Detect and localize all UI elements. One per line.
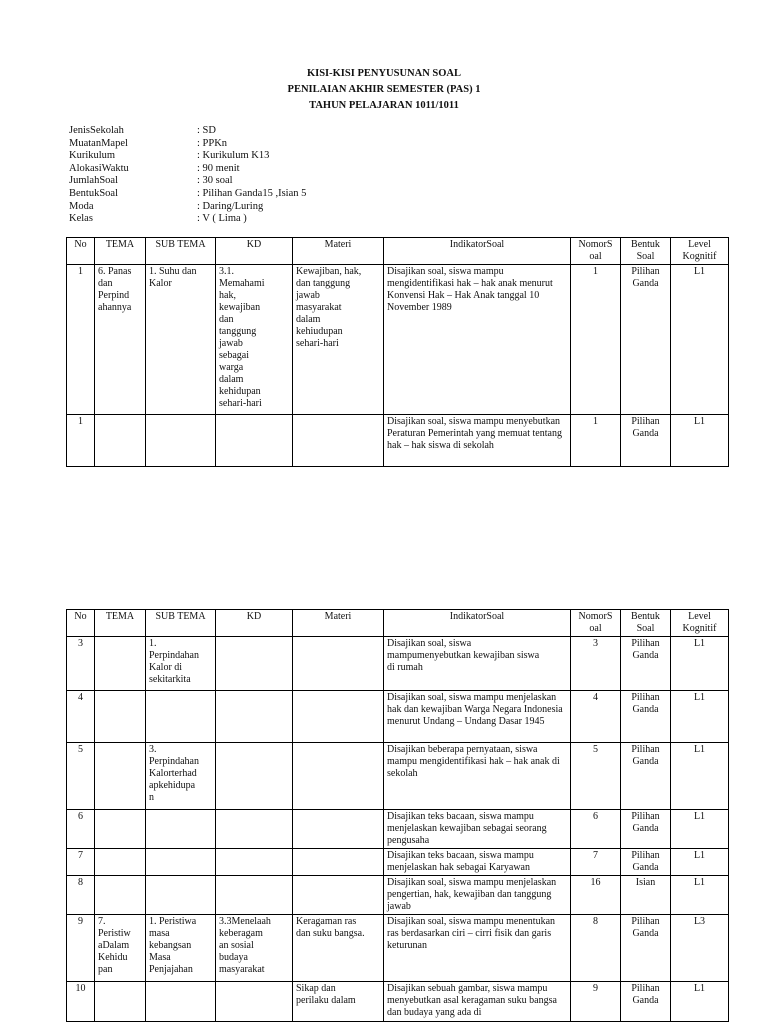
materi-cell: Sikap dan perilaku dalam xyxy=(293,982,384,1022)
tema-cell xyxy=(95,810,146,849)
kisi-kisi-table-1 xyxy=(66,237,729,467)
column-header: Materi xyxy=(293,238,384,265)
kd-cell xyxy=(216,415,293,467)
bentuk-soal-cell: Pilihan Ganda xyxy=(621,691,671,743)
column-header: No xyxy=(67,238,95,265)
identity-value: : Pilihan Ganda15 ,Isian 5 xyxy=(197,187,307,199)
table-row xyxy=(67,265,729,415)
level-kognitif-cell: L1 xyxy=(671,810,729,849)
identity-row xyxy=(69,163,306,176)
column-header: KD xyxy=(216,610,293,637)
nomor-soal-cell: 7 xyxy=(571,849,621,876)
identity-value: : SD xyxy=(197,125,216,136)
indikator-cell: Disajikan soal, siswa mampumenyebutkan kewajiban siswa di rumah xyxy=(384,637,571,691)
identity-value: : 30 soal xyxy=(197,175,233,187)
subtema-cell: 3. Perpindahan Kalorterhad apkehidupa n xyxy=(146,743,216,810)
subtema-cell: 1. Suhu dan Kalor xyxy=(146,265,216,415)
title-line-3: TAHUN PELAJARAN 1011/1011 xyxy=(309,100,459,111)
table-row xyxy=(67,637,729,691)
bentuk-soal-cell: Pilihan Ganda xyxy=(621,265,671,415)
tema-cell xyxy=(95,849,146,876)
no-cell: 9 xyxy=(67,915,95,982)
nomor-soal-cell: 9 xyxy=(571,982,621,1022)
table-row xyxy=(67,743,729,810)
column-header: NomorS oal xyxy=(571,238,621,265)
table-row xyxy=(67,691,729,743)
tema-cell xyxy=(95,876,146,915)
materi-cell xyxy=(293,876,384,915)
tema-cell xyxy=(95,691,146,743)
kd-cell xyxy=(216,743,293,810)
column-header: Materi xyxy=(293,610,384,637)
column-header: NomorS oal xyxy=(571,610,621,637)
identity-label: BentukSoal xyxy=(69,187,118,199)
kd-cell xyxy=(216,637,293,691)
column-header: TEMA xyxy=(95,610,146,637)
column-header: Bentuk Soal xyxy=(621,238,671,265)
materi-cell xyxy=(293,810,384,849)
column-header: IndikatorSoal xyxy=(384,610,571,637)
level-kognitif-cell: L1 xyxy=(671,415,729,467)
bentuk-soal-cell: Pilihan Ganda xyxy=(621,982,671,1022)
indikator-cell: Disajikan soal, siswa mampu menyebutkan Peraturan Pemerintah yang memuat tentang hak – hak siswa di sekolah xyxy=(384,415,571,467)
no-cell: 3 xyxy=(67,637,95,691)
subtema-cell xyxy=(146,982,216,1022)
materi-cell xyxy=(293,415,384,467)
kd-cell: 3.3Menelaah keberagam an sosial budaya masyarakat xyxy=(216,915,293,982)
column-header: Level Kognitif xyxy=(671,238,729,265)
no-cell: 1 xyxy=(67,415,95,467)
identity-value: : Kurikulum K13 xyxy=(197,150,270,162)
tema-cell xyxy=(95,743,146,810)
bentuk-soal-cell: Pilihan Ganda xyxy=(621,849,671,876)
tema-cell xyxy=(95,637,146,691)
indikator-cell: Disajikan teks bacaan, siswa mampu menjelaskan hak sebagai Karyawan xyxy=(384,849,571,876)
no-cell: 1 xyxy=(67,265,95,415)
tema-cell: 6. Panas dan Perpind ahannya xyxy=(95,265,146,415)
subtema-cell xyxy=(146,810,216,849)
level-kognitif-cell: L3 xyxy=(671,915,729,982)
nomor-soal-cell: 3 xyxy=(571,637,621,691)
nomor-soal-cell: 5 xyxy=(571,743,621,810)
identity-row xyxy=(69,150,306,163)
bentuk-soal-cell: Pilihan Ganda xyxy=(621,915,671,982)
header-row xyxy=(67,238,729,265)
kd-cell xyxy=(216,691,293,743)
nomor-soal-cell: 6 xyxy=(571,810,621,849)
identity-row xyxy=(69,213,306,226)
nomor-soal-cell: 8 xyxy=(571,915,621,982)
column-header: Level Kognitif xyxy=(671,610,729,637)
identity-block xyxy=(69,125,306,226)
identity-label: JenisSekolah xyxy=(69,125,124,136)
level-kognitif-cell: L1 xyxy=(671,265,729,415)
nomor-soal-cell: 1 xyxy=(571,415,621,467)
column-header: SUB TEMA xyxy=(146,238,216,265)
no-cell: 10 xyxy=(67,982,95,1022)
identity-label: MuatanMapel xyxy=(69,137,128,149)
no-cell: 6 xyxy=(67,810,95,849)
kd-cell xyxy=(216,982,293,1022)
identity-value: : PPKn xyxy=(197,137,228,149)
bentuk-soal-cell: Pilihan Ganda xyxy=(621,743,671,810)
no-cell: 8 xyxy=(67,876,95,915)
subtema-cell xyxy=(146,849,216,876)
kd-cell xyxy=(216,849,293,876)
nomor-soal-cell: 16 xyxy=(571,876,621,915)
materi-cell xyxy=(293,743,384,810)
table-row xyxy=(67,982,729,1022)
identity-label: Kelas xyxy=(69,213,93,225)
column-header: SUB TEMA xyxy=(146,610,216,637)
table-row xyxy=(67,876,729,915)
column-header: Bentuk Soal xyxy=(621,610,671,637)
kisi-kisi-table-2 xyxy=(66,609,729,1022)
identity-row xyxy=(69,188,306,201)
identity-label: Moda xyxy=(69,200,94,212)
identity-label: AlokasiWaktu xyxy=(69,162,129,174)
column-header: KD xyxy=(216,238,293,265)
title-line-1: KISI-KISI PENYUSUNAN SOAL xyxy=(306,68,462,79)
subtema-cell: 1. Peristiwa masa kebangsan Masa Penjajahan xyxy=(146,915,216,982)
no-cell: 7 xyxy=(67,849,95,876)
indikator-cell: Disajikan beberapa pernyataan, siswa mampu mengidentifikasi hak – hak anak di sekolah xyxy=(384,743,571,810)
title-line-2: PENILAIAN AKHIR SEMESTER (PAS) 1 xyxy=(287,84,481,95)
subtema-cell xyxy=(146,691,216,743)
materi-cell xyxy=(293,849,384,876)
identity-label: Kurikulum xyxy=(69,150,116,162)
column-header: No xyxy=(67,610,95,637)
indikator-cell: Disajikan soal, siswa mampu menjelaskan pengertian, hak, kewajiban dan tanggung jawab xyxy=(384,876,571,915)
kd-cell: 3.1. Memahami hak, kewajiban dan tanggung jawab sebagai warga dalam kehidupan sehari-hari xyxy=(216,265,293,415)
subtema-cell: 1. Perpindahan Kalor di sekitarkita xyxy=(146,637,216,691)
table-row xyxy=(67,849,729,876)
no-cell: 4 xyxy=(67,691,95,743)
column-header: TEMA xyxy=(95,238,146,265)
header-row xyxy=(67,610,729,637)
tema-cell xyxy=(95,415,146,467)
identity-row xyxy=(69,175,306,188)
identity-value: : 90 menit xyxy=(197,162,240,174)
indikator-cell: Disajikan soal, siswa mampu mengidentifikasi hak – hak anak menurut Konvensi Hak – Hak Anak tanggal 10 November 1989 xyxy=(384,265,571,415)
subtema-cell xyxy=(146,415,216,467)
tema-cell: 7. Peristiw aDalam Kehidu pan xyxy=(95,915,146,982)
identity-row xyxy=(69,201,306,214)
column-header: IndikatorSoal xyxy=(384,238,571,265)
materi-cell xyxy=(293,637,384,691)
table-row xyxy=(67,415,729,467)
materi-cell: Kewajiban, hak, dan tanggung jawab masyarakat dalam kehiudupan sehari-hari xyxy=(293,265,384,415)
level-kognitif-cell: L1 xyxy=(671,743,729,810)
materi-cell xyxy=(293,691,384,743)
level-kognitif-cell: L1 xyxy=(671,637,729,691)
bentuk-soal-cell: Pilihan Ganda xyxy=(621,415,671,467)
kd-cell xyxy=(216,810,293,849)
nomor-soal-cell: 1 xyxy=(571,265,621,415)
identity-value: : V ( Lima ) xyxy=(197,213,247,225)
level-kognitif-cell: L1 xyxy=(671,691,729,743)
indikator-cell: Disajikan soal, siswa mampu menjelaskan hak dan kewajiban Warga Negara Indonesia menurut Undang – Undang Dasar 1945 xyxy=(384,691,571,743)
bentuk-soal-cell: Isian xyxy=(621,876,671,915)
bentuk-soal-cell: Pilihan Ganda xyxy=(621,637,671,691)
table-row xyxy=(67,810,729,849)
level-kognitif-cell: L1 xyxy=(671,849,729,876)
indikator-cell: Disajikan sebuah gambar, siswa mampu menyebutkan asal keragaman suku bangsa dan budaya yang ada di xyxy=(384,982,571,1022)
materi-cell: Keragaman ras dan suku bangsa. xyxy=(293,915,384,982)
nomor-soal-cell: 4 xyxy=(571,691,621,743)
identity-row xyxy=(69,125,306,138)
level-kognitif-cell: L1 xyxy=(671,982,729,1022)
subtema-cell xyxy=(146,876,216,915)
bentuk-soal-cell: Pilihan Ganda xyxy=(621,810,671,849)
kd-cell xyxy=(216,876,293,915)
tema-cell xyxy=(95,982,146,1022)
identity-row xyxy=(69,138,306,151)
indikator-cell: Disajikan soal, siswa mampu menentukan ras berdasarkan ciri – cirri fisik dan garis keturunan xyxy=(384,915,571,982)
no-cell: 5 xyxy=(67,743,95,810)
table-row xyxy=(67,915,729,982)
identity-label: JumlahSoal xyxy=(69,175,118,187)
document-title xyxy=(0,66,768,114)
identity-value: : Daring/Luring xyxy=(197,200,264,212)
indikator-cell: Disajikan teks bacaan, siswa mampu menjelaskan kewajiban sebagai seorang pengusaha xyxy=(384,810,571,849)
level-kognitif-cell: L1 xyxy=(671,876,729,915)
